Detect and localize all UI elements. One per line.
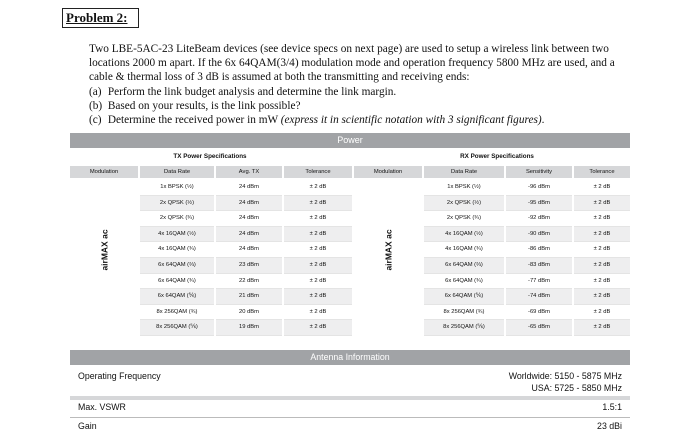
rx-tolerance-cell: ± 2 dB: [574, 196, 630, 212]
rx-airmax-label: airMAX ac: [383, 229, 394, 271]
tx-data-rate-cell: 6x 64QAM (⅔): [140, 258, 214, 274]
rx-tolerance-cell: ± 2 dB: [574, 211, 630, 227]
rx-sensitivity-cell: -77 dBm: [506, 274, 572, 290]
tx-group-title: TX Power Specifications: [173, 153, 247, 160]
tx-avg-tx-cell: 19 dBm: [216, 320, 282, 336]
rx-data-rate-cell: 6x 64QAM (⅔): [424, 258, 504, 274]
rx-header-data-rate: Data Rate: [424, 166, 504, 178]
tx-data-rate-cell: 1x BPSK (½): [140, 180, 214, 196]
question-item: (c) Determine the received power in mW (express it in scientific notation with 3 significant figures).: [89, 114, 545, 127]
rx-header-sensitivity: Sensitivity: [506, 166, 572, 178]
tx-avg-tx-cell: 21 dBm: [216, 289, 282, 305]
rx-data-rate-cell: 6x 64QAM (⅚): [424, 289, 504, 305]
rx-group-title: RX Power Specifications: [460, 153, 534, 160]
rx-data-rate-cell: 4x 16QAM (¾): [424, 242, 504, 258]
tx-tolerance-cell: ± 2 dB: [284, 180, 352, 196]
tx-header-modulation: Modulation: [70, 166, 138, 178]
antenna-label: Gain: [78, 421, 97, 431]
tx-tolerance-cell: ± 2 dB: [284, 211, 352, 227]
question-item: (a) Perform the link budget analysis and determine the link margin.: [89, 85, 397, 98]
rx-sensitivity-cell: -96 dBm: [506, 180, 572, 196]
rx-header-tolerance: Tolerance: [574, 166, 630, 178]
rx-header-modulation: Modulation: [354, 166, 422, 178]
antenna-label: Max. VSWR: [78, 402, 126, 412]
tx-avg-tx-cell: 24 dBm: [216, 196, 282, 212]
rx-data-rate-cell: 1x BPSK (½): [424, 180, 504, 196]
rx-tolerance-cell: ± 2 dB: [574, 227, 630, 243]
rx-tolerance-cell: ± 2 dB: [574, 320, 630, 336]
tx-tolerance-column: [284, 180, 352, 336]
tx-data-rate-cell: 2x QPSK (¾): [140, 211, 214, 227]
problem-title: Problem 2:: [66, 10, 128, 25]
rx-data-rate-cell: 8x 256QAM (⅚): [424, 320, 504, 336]
rx-data-rate-column: [424, 180, 504, 336]
tx-avg-tx-cell: 24 dBm: [216, 242, 282, 258]
tx-tolerance-cell: ± 2 dB: [284, 196, 352, 212]
tx-data-rate-cell: 8x 256QAM (⅚): [140, 320, 214, 336]
tx-tolerance-cell: ± 2 dB: [284, 274, 352, 290]
antenna-table: [70, 350, 630, 438]
rx-tolerance-cell: ± 2 dB: [574, 289, 630, 305]
antenna-row-gain: [70, 418, 630, 435]
tx-header-tolerance: Tolerance: [284, 166, 352, 178]
rx-sensitivity-cell: -86 dBm: [506, 242, 572, 258]
rx-sensitivity-cell: -69 dBm: [506, 305, 572, 321]
tx-avg-tx-cell: 23 dBm: [216, 258, 282, 274]
rx-sensitivity-cell: -83 dBm: [506, 258, 572, 274]
tx-avg-tx-cell: 24 dBm: [216, 180, 282, 196]
problem-statement: [89, 42, 634, 127]
tx-data-rate-cell: 6x 64QAM (¾): [140, 274, 214, 290]
rx-data-rate-cell: 6x 64QAM (¾): [424, 274, 504, 290]
tx-data-rate-column: [140, 180, 214, 336]
tx-tolerance-cell: ± 2 dB: [284, 242, 352, 258]
tx-tolerance-cell: ± 2 dB: [284, 258, 352, 274]
rx-tolerance-cell: ± 2 dB: [574, 274, 630, 290]
rx-sensitivity-column: [506, 180, 572, 336]
tx-header-data-rate: Data Rate: [140, 166, 214, 178]
rx-tolerance-cell: ± 2 dB: [574, 305, 630, 321]
tx-avg-tx-cell: 20 dBm: [216, 305, 282, 321]
rx-sensitivity-cell: -95 dBm: [506, 196, 572, 212]
antenna-value: 1.5:1: [602, 402, 622, 412]
rx-sensitivity-cell: -74 dBm: [506, 289, 572, 305]
antenna-row-vswr: [70, 400, 630, 417]
tx-tolerance-cell: ± 2 dB: [284, 289, 352, 305]
antenna-row-frequency: [70, 368, 630, 396]
power-table: [70, 133, 630, 343]
rx-sensitivity-cell: -90 dBm: [506, 227, 572, 243]
problem-intro: Two LBE-5AC-23 LiteBeam devices (see device specs on next page) are used to setup a wireless link between two locations 2000 m apart. If the 6x 64QAM(3/4) modulation mode and operation frequency 5800 MHz are used, and a cable & thermal loss of 3 dB is assumed at both the transmitting and receiving ends:: [89, 43, 615, 84]
tx-data-rate-cell: 4x 16QAM (½): [140, 227, 214, 243]
rx-tolerance-cell: ± 2 dB: [574, 242, 630, 258]
tx-avg-tx-cell: 22 dBm: [216, 274, 282, 290]
rx-sensitivity-cell: -92 dBm: [506, 211, 572, 227]
rx-sensitivity-cell: -65 dBm: [506, 320, 572, 336]
tx-avg-tx-cell: 24 dBm: [216, 227, 282, 243]
antenna-value: 23 dBi: [597, 421, 622, 431]
tx-data-rate-cell: 8x 256QAM (¾): [140, 305, 214, 321]
rx-data-rate-cell: 8x 256QAM (¾): [424, 305, 504, 321]
tx-airmax-label: airMAX ac: [99, 229, 110, 271]
rx-data-rate-cell: 2x QPSK (¾): [424, 211, 504, 227]
tx-avg-tx-cell: 24 dBm: [216, 211, 282, 227]
rx-data-rate-cell: 2x QPSK (½): [424, 196, 504, 212]
rx-tolerance-column: [574, 180, 630, 336]
tx-data-rate-cell: 6x 64QAM (⅚): [140, 289, 214, 305]
question-list: [89, 85, 634, 128]
tx-header-avg-tx: Avg. TX: [216, 166, 282, 178]
question-item: (b) Based on your results, is the link possible?: [89, 99, 301, 112]
rx-tolerance-cell: ± 2 dB: [574, 258, 630, 274]
rx-data-rate-cell: 4x 16QAM (½): [424, 227, 504, 243]
antenna-band-title: Antenna Information: [70, 350, 630, 365]
tx-data-rate-cell: 2x QPSK (½): [140, 196, 214, 212]
tx-data-rate-cell: 4x 16QAM (¾): [140, 242, 214, 258]
rx-tolerance-cell: ± 2 dB: [574, 180, 630, 196]
tx-tolerance-cell: ± 2 dB: [284, 227, 352, 243]
power-band-title: Power: [70, 133, 630, 148]
antenna-value: Worldwide: 5150 - 5875 MHz: [508, 371, 622, 381]
tx-avg-column: [216, 180, 282, 336]
tx-tolerance-cell: ± 2 dB: [284, 305, 352, 321]
antenna-value: USA: 5725 - 5850 MHz: [531, 383, 622, 393]
tx-tolerance-cell: ± 2 dB: [284, 320, 352, 336]
antenna-label: Operating Frequency: [78, 371, 161, 381]
